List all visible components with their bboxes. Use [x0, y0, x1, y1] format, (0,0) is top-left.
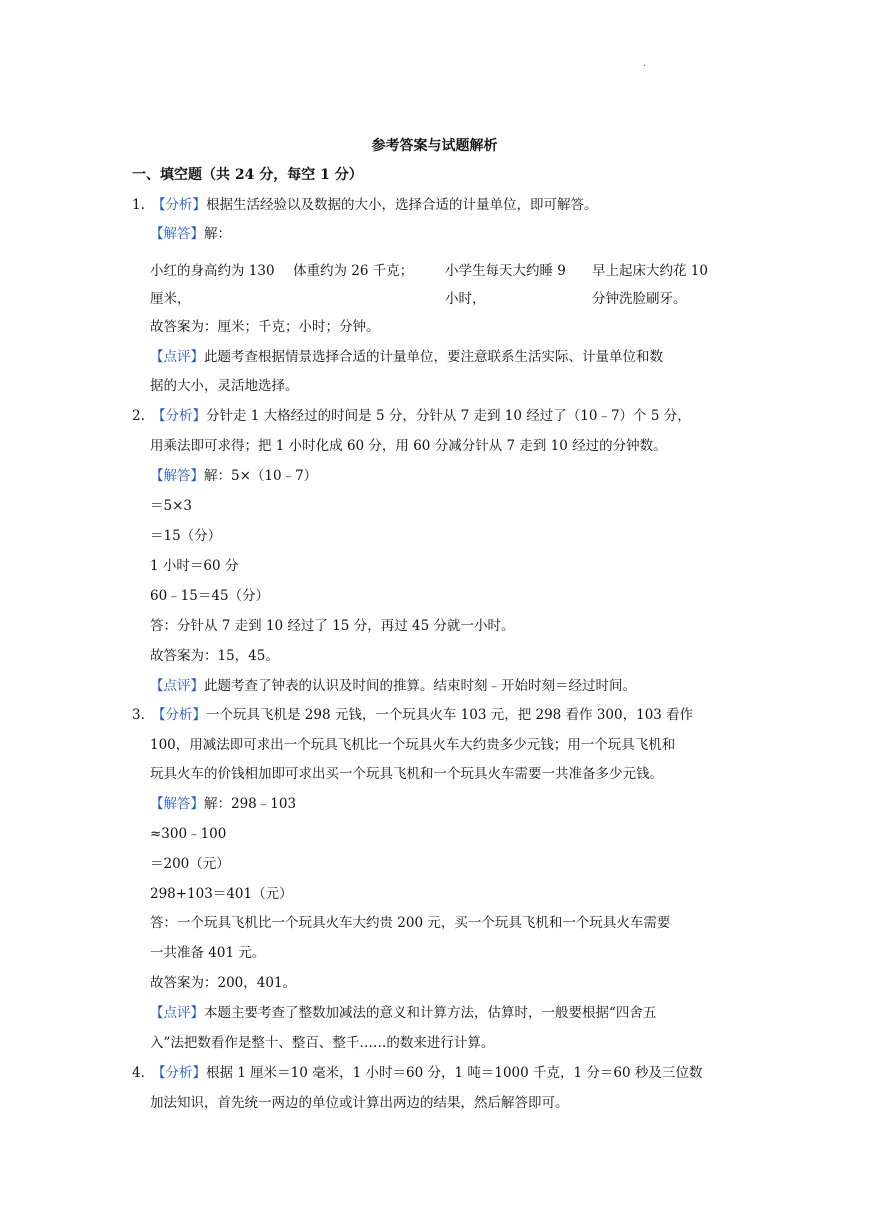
header-dot: .: [643, 58, 647, 69]
q2-answer-lead: 【解答】解：5×（10﹣7）: [150, 468, 318, 484]
q3-comment: 【点评】本题主要考查了整数加减法的意义和计算方法，估算时，一般要根据“四舍五: [150, 1005, 657, 1021]
q3-comment-cont: 入”法把数看作是整十、整百、整千……的数来进行计算。: [150, 1035, 495, 1051]
q3-step: ≈300﹣100: [150, 826, 227, 842]
answer-tag: 【解答】: [150, 796, 204, 812]
q3-answer-lead: 【解答】解：298﹣103: [150, 796, 297, 812]
analysis-tag: 【分析】: [152, 197, 206, 213]
comment-tag: 【点评】: [150, 1005, 204, 1021]
q2-step: ＝5×3: [150, 498, 192, 514]
q2-step: ＝15（分）: [150, 528, 222, 544]
q3-reply-cont: 一共准备 401 元。: [150, 945, 266, 961]
section-title: 一、填空题（共 24 分，每空 1 分）: [132, 167, 363, 183]
q1-cell-4-line-2: 分钟洗脸刷牙。: [592, 291, 687, 307]
page-title: 参考答案与试题解析: [371, 138, 498, 154]
answer-tag: 【解答】: [150, 468, 204, 484]
q1-comment-cont: 据的大小，灵活地选择。: [150, 378, 299, 394]
q1-comment: 【点评】此题考查根据情景选择合适的计量单位，要注意联系生活实际、计量单位和数: [150, 349, 663, 365]
comment-tag: 【点评】: [150, 349, 204, 365]
q1-answer-table: [150, 256, 740, 306]
q3-final-answer: 故答案为：200，401。: [150, 975, 297, 991]
q2-reply: 答：分针从 7 走到 10 经过了 15 分，再过 45 分就一小时。: [150, 618, 515, 634]
q3-analysis-cont: 100，用减法即可求出一个玩具飞机比一个玩具火车大约贵多少元钱；用一个玩具飞机和: [150, 737, 676, 753]
q1-cell-3-line-2: 小时，: [445, 291, 486, 307]
q1-answer-lead: 【解答】解：: [150, 226, 231, 242]
analysis-tag: 【分析】: [152, 707, 206, 723]
q3-number: 3.: [132, 707, 145, 723]
q3-step: ＝200（元）: [150, 856, 230, 872]
q1-number: 1.: [132, 197, 145, 213]
q2-number: 2.: [132, 408, 145, 424]
q2-step: 60﹣15＝45（分）: [150, 588, 270, 604]
q1-final-answer: 故答案为：厘米；千克；小时；分钟。: [150, 319, 380, 335]
q2-step: 1 小时＝60 分: [150, 558, 239, 574]
q4-analysis-cont: 加法知识，首先统一两边的单位或计算出两边的结果，然后解答即可。: [150, 1095, 569, 1111]
q3-step: 298+103＝401（元）: [150, 886, 293, 902]
q1-cell-2: 体重约为 26 千克；: [293, 263, 414, 279]
q3-analysis: 【分析】一个玩具飞机是 298 元钱，一个玩具火车 103 元，把 298 看作 300，103 看作: [152, 707, 694, 723]
q2-analysis-cont: 用乘法即可求得；把 1 小时化成 60 分，用 60 分减分针从 7 走到 10 经过的分钟数。: [150, 438, 667, 454]
q1-analysis: 【分析】根据生活经验以及数据的大小，选择合适的计量单位，即可解答。: [152, 197, 598, 213]
comment-tag: 【点评】: [150, 678, 204, 694]
q3-reply: 答：一个玩具飞机比一个玩具火车大约贵 200 元，买一个玩具飞机和一个玩具火车需要: [150, 915, 671, 931]
q2-final-answer: 故答案为：15，45。: [150, 648, 279, 664]
analysis-tag: 【分析】: [152, 408, 206, 424]
q4-analysis: 【分析】根据 1 厘米＝10 毫米，1 小时＝60 分，1 吨＝1000 千克，1 分＝60 秒及三位数: [152, 1065, 703, 1081]
analysis-tag: 【分析】: [152, 1065, 206, 1081]
q2-analysis: 【分析】分针走 1 大格经过的时间是 5 分，分针从 7 走到 10 经过了（10﹣7）个 5 分，: [152, 408, 691, 424]
q1-cell-1-line-2: 厘米，: [150, 291, 191, 307]
answer-tag: 【解答】: [150, 226, 204, 242]
q2-comment: 【点评】此题考查了钟表的认识及时间的推算。结束时刻﹣开始时刻＝经过时间。: [150, 678, 636, 694]
q1-cell-1-line-1: 小红的身高约为 130: [150, 263, 275, 279]
q1-cell-3-line-1: 小学生每天大约睡 9: [445, 263, 566, 279]
q1-cell-4-line-1: 早上起床大约花 10: [592, 263, 708, 279]
q4-number: 4.: [132, 1065, 145, 1081]
q3-analysis-cont: 玩具火车的价钱相加即可求出买一个玩具飞机和一个玩具火车需要一共准备多少元钱。: [150, 766, 663, 782]
